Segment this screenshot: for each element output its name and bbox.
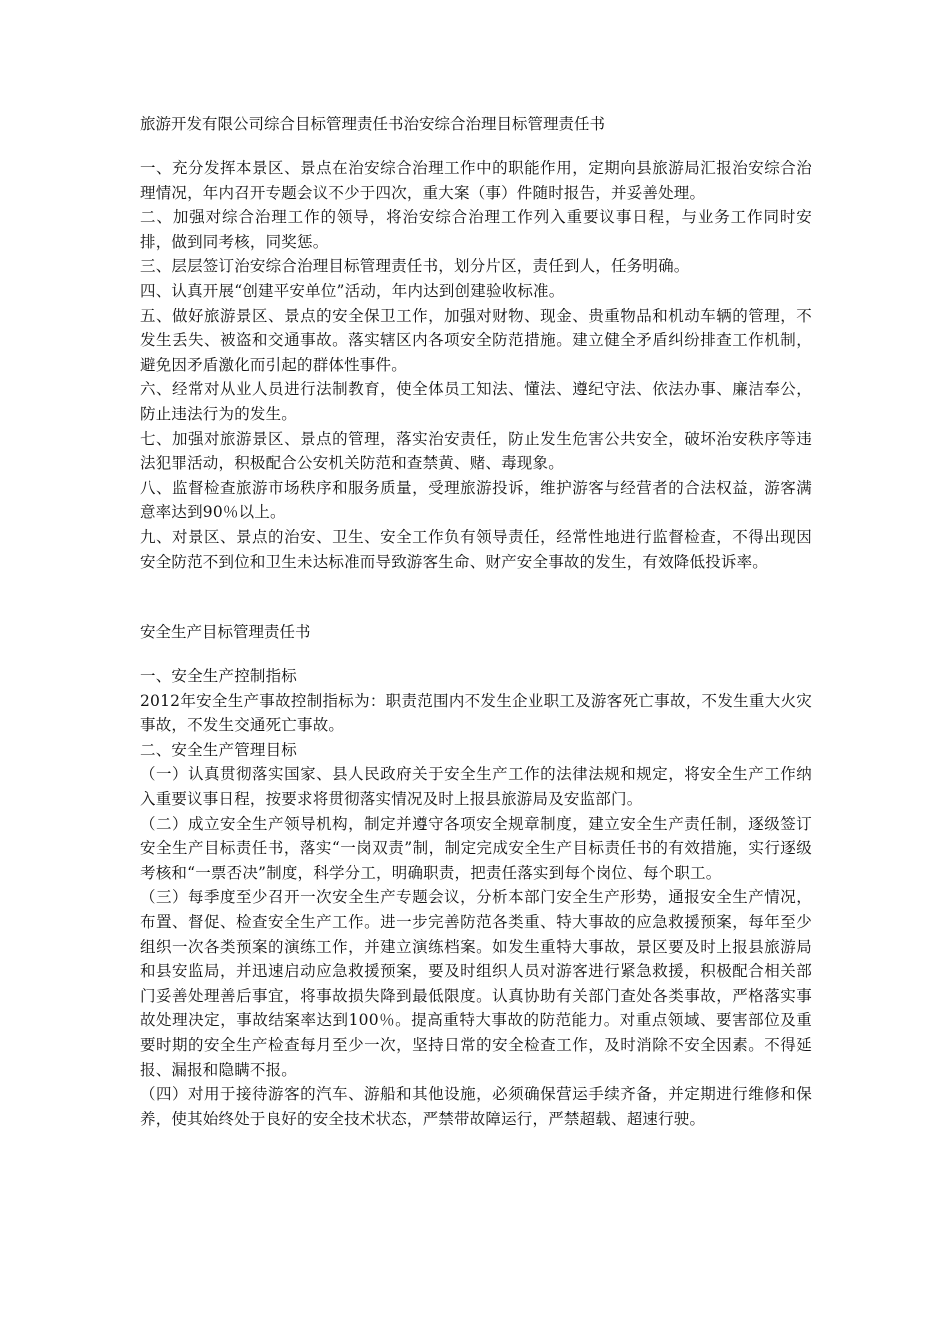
clause-7: 七、加强对旅游景区、景点的管理，落实治安责任，防止发生危害公共安全，破坏治安秩序等违法犯罪活动，积极配合公安机关防范和查禁黄、赌、毒现象。 — [140, 429, 812, 473]
document-page — [140, 112, 812, 1131]
goal-item-4: （四）对用于接待游客的汽车、游船和其他设施，必须确保营运手续齐备，并定期进行维修和保养，使其始终处于良好的安全技术状态，严禁带故障运行，严禁超载、超速行驶。 — [140, 1085, 812, 1128]
control-indicator-text: 2012年安全生产事故控制指标为：职责范围内不发生企业职工及游客死亡事故，不发生重大火灾事故，不发生交通死亡事故。 — [140, 691, 812, 735]
clause-2: 二、加强对综合治理工作的领导，将治安综合治理工作列入重要议事日程，与业务工作同时安排，做到同考核，同奖惩。 — [140, 208, 812, 251]
document-title-safety-production: 安全生产目标管理责任书 — [140, 623, 311, 642]
goal-item-1: （一）认真贯彻落实国家、县人民政府关于安全生产工作的法律法规和规定，将安全生产工作纳入重要议事日程，按要求将贯彻落实情况及时上报县旅游局及安监部门。 — [140, 765, 812, 809]
goal-item-3: （三）每季度至少召开一次安全生产专题会议，分析本部门安全生产形势，通报安全生产情况，布置、督促、检查安全生产工作。进一步完善防范各类重、特大事故的应急救援预案，每年至少组织一次各类预案的演练工作，并建立演练档案。如发生重特大事故，景区要及时上报县旅游局和县安监局，并迅速启动应急救援预案，要及时组织人员对游客进行紧急救援，积极配合相关部门妥善处理善后事宜，将事故损失降到最低限度。认真协助有关部门查处各类事故，严格落实事故处理决定，事故结案率达到100％。提高重特大事故的防范能力。对重点领域、要害部位及重要时期的安全生产检查每月至少一次，坚持日常的安全检查工作，及时消除不安全因素。不得延报、漏报和隐瞒不报。 — [140, 888, 812, 1079]
spacer — [140, 574, 812, 620]
section-heading-control-indicators: 一、安全生产控制指标 — [140, 667, 298, 686]
clause-5: 五、做好旅游景区、景点的安全保卫工作，加强对财物、现金、贵重物品和机动车辆的管理，不发生丢失、被盗和交通事故。落实辖区内各项安全防范措施。建立健全矛盾纠纷排查工作机制，避免因矛盾激化而引起的群体性事件。 — [140, 306, 812, 374]
clause-9: 九、对景区、景点的治安、卫生、安全工作负有领导责任，经常性地进行监督检查，不得出现因安全防范不到位和卫生未达标准而导致游客生命、财产安全事故的发生，有效降低投诉率。 — [140, 527, 812, 571]
clause-8: 八、监督检查旅游市场秩序和服务质量，受理旅游投诉，维护游客与经营者的合法权益，游客满意率达到90％以上。 — [140, 478, 812, 522]
clause-3: 三、层层签订治安综合治理目标管理责任书，划分片区，责任到人，任务明确。 — [140, 257, 690, 276]
spacer — [140, 644, 812, 664]
clause-6: 六、经常对从业人员进行法制教育，使全体员工知法、懂法、遵纪守法、依法办事、廉洁奉公，防止违法行为的发生。 — [140, 380, 812, 423]
section-heading-management-goals: 二、安全生产管理目标 — [140, 740, 298, 759]
document-title-public-security: 旅游开发有限公司综合目标管理责任书治安综合治理目标管理责任书 — [140, 115, 606, 133]
clause-1: 一、充分发挥本景区、景点在治安综合治理工作中的职能作用，定期向县旅游局汇报治安综合治理情况，年内召开专题会议不少于四次，重大案（事）件随时报告，并妥善处理。 — [140, 159, 812, 202]
spacer — [140, 136, 812, 156]
clause-4: 四、认真开展“创建平安单位”活动，年内达到创建验收标准。 — [140, 281, 565, 300]
goal-item-2: （二）成立安全生产领导机构，制定并遵守各项安全规章制度，建立安全生产责任制，逐级签订安全生产目标责任书，落实“一岗双责”制，制定完成安全生产目标责任书的有效措施，实行逐级考核和“一票否决”制度，科学分工，明确职责，把责任落实到每个岗位、每个职工。 — [140, 814, 812, 882]
